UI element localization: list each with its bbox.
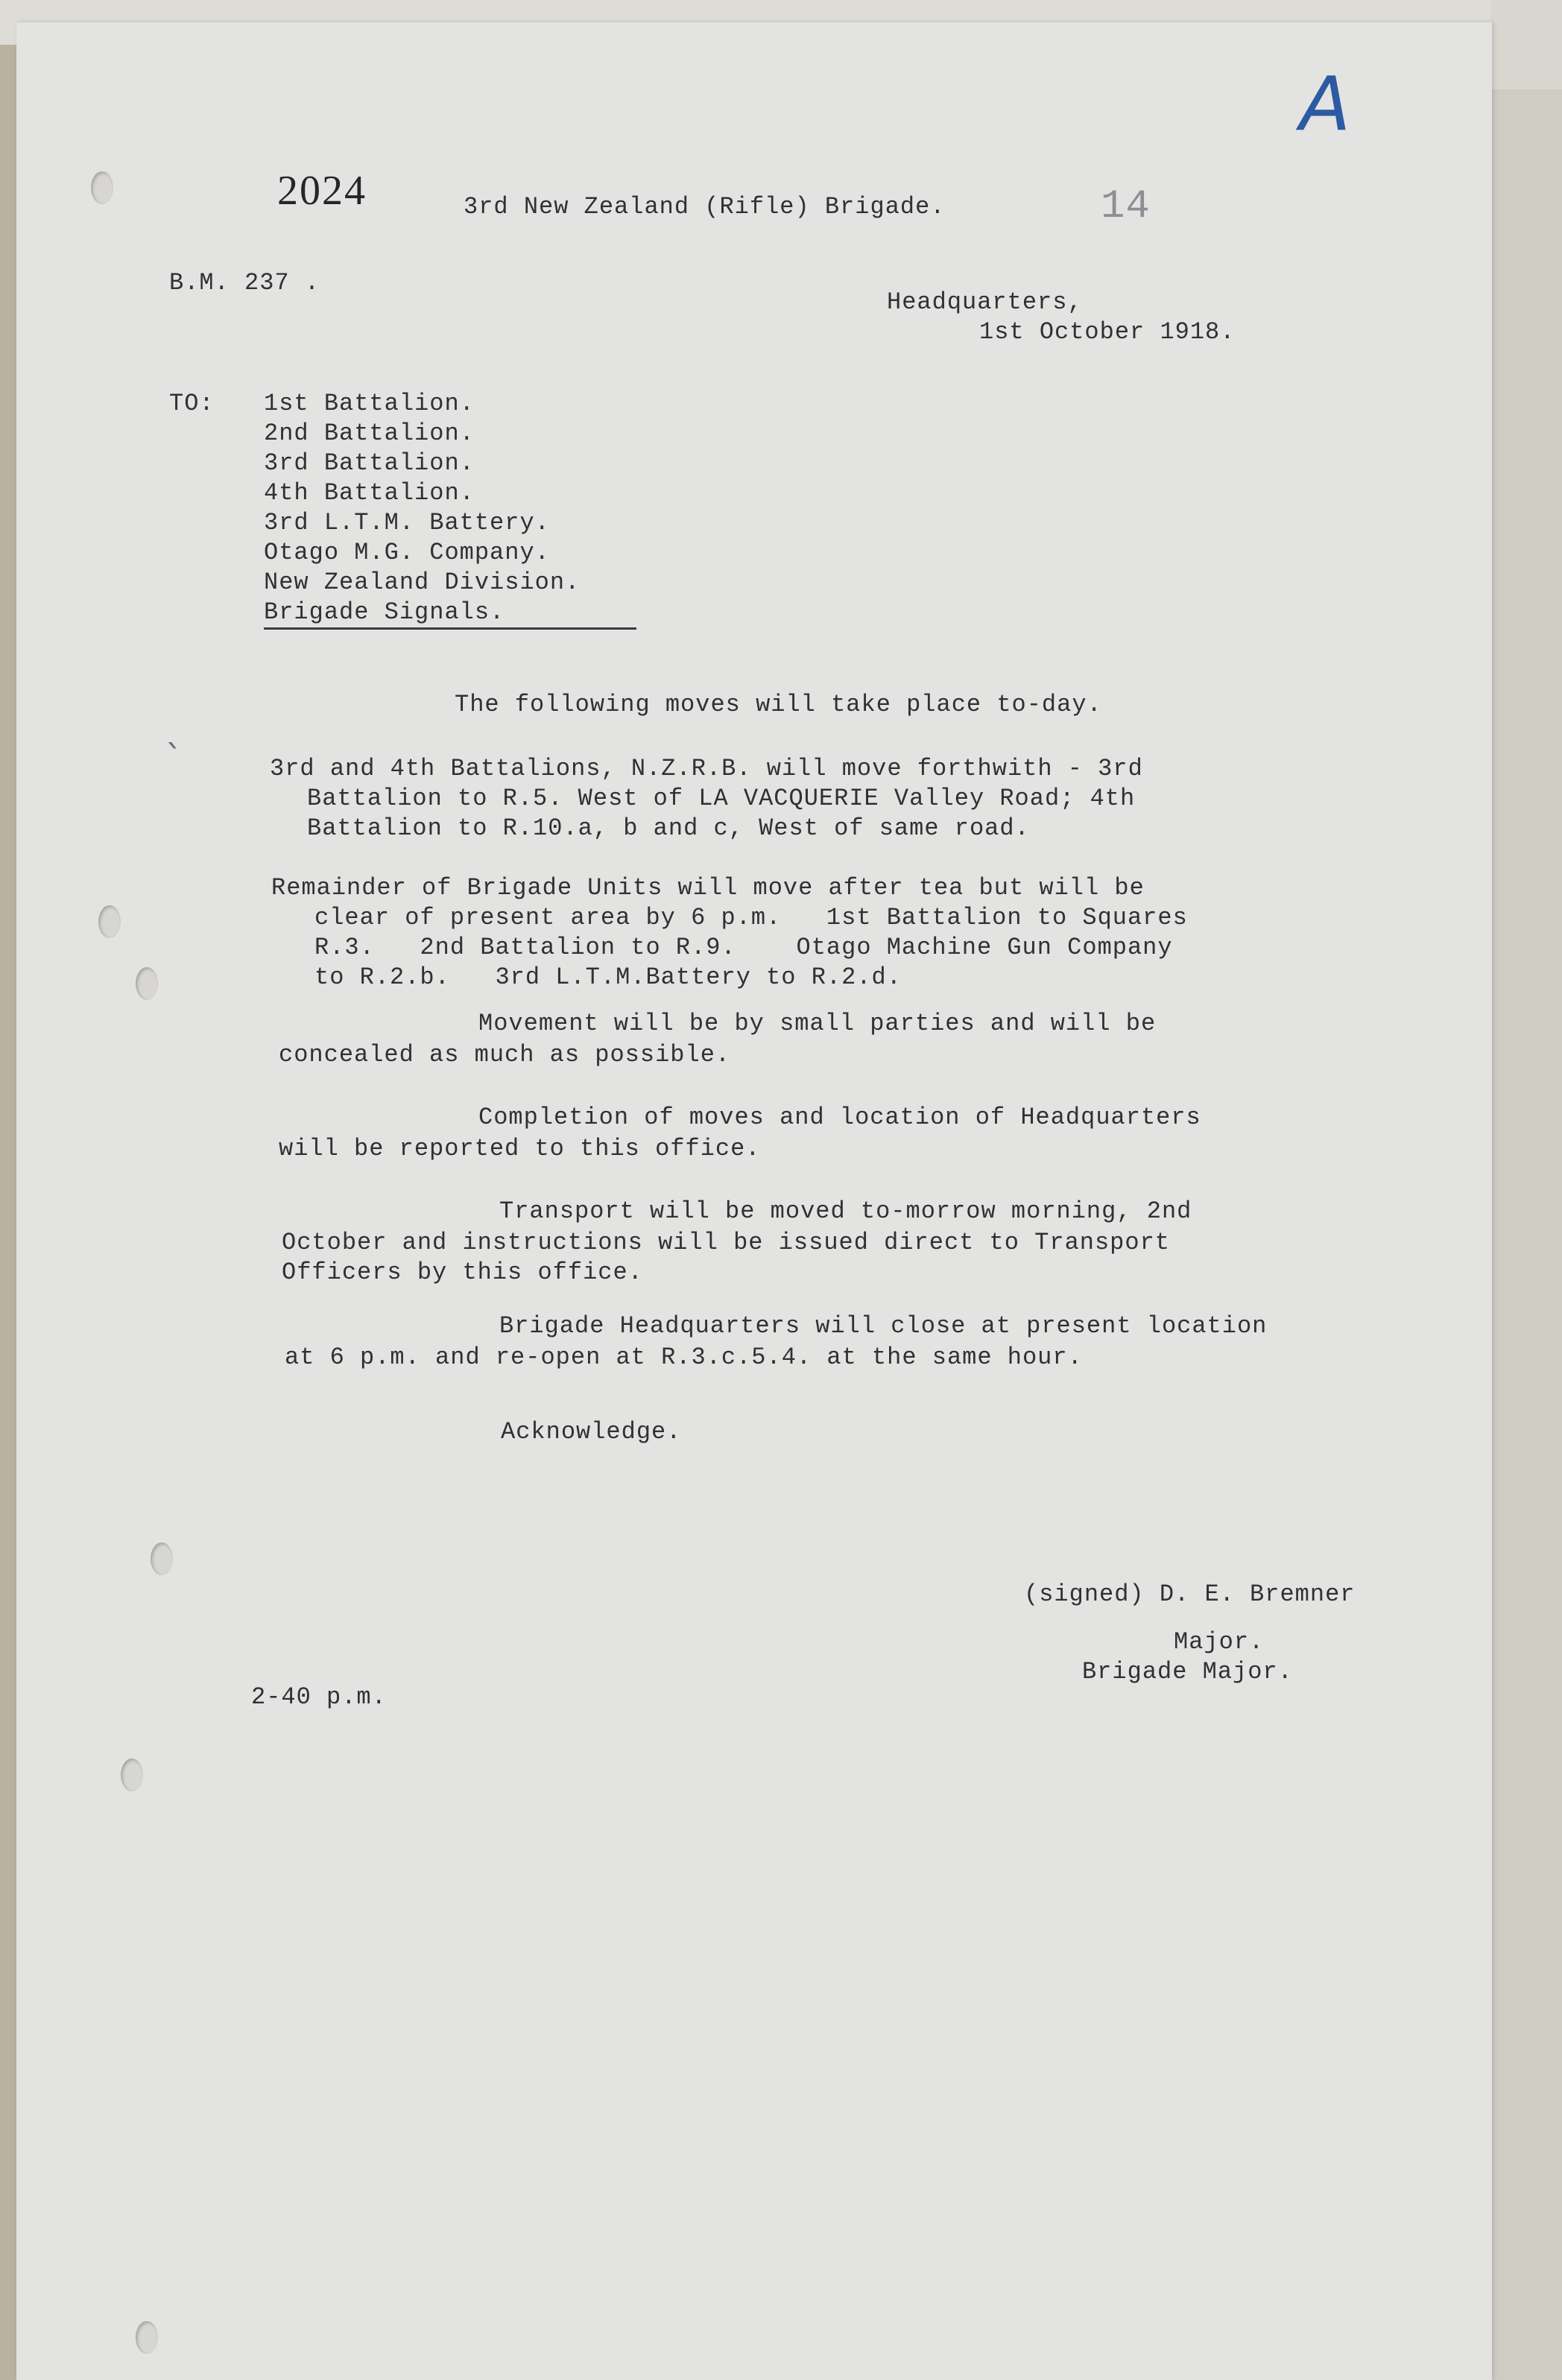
recipients-underline	[264, 627, 636, 630]
signatory-position: Brigade Major.	[1082, 1658, 1293, 1686]
punch-hole	[91, 171, 113, 204]
signatory-rank: Major.	[1174, 1628, 1265, 1656]
issue-time: 2-40 p.m.	[251, 1683, 387, 1711]
brigade-title: 3rd New Zealand (Rifle) Brigade.	[464, 193, 946, 221]
headquarters-label: Headquarters,	[887, 288, 1083, 316]
recipient: 3rd Battalion.	[264, 449, 475, 477]
recipient: 1st Battalion.	[264, 390, 475, 417]
punch-hole	[98, 905, 121, 938]
paragraph-4-line: Completion of moves and location of Headquarters	[478, 1104, 1201, 1131]
paragraph-5-line: October and instructions will be issued direct to Transport	[282, 1229, 1170, 1256]
paragraph-6-line: Brigade Headquarters will close at present location	[499, 1312, 1268, 1340]
document-number: 2024	[277, 168, 367, 214]
acknowledge-line: Acknowledge.	[501, 1418, 682, 1446]
paragraph-6-line: at 6 p.m. and re-open at R.3.c.5.4. at the same hour.	[285, 1344, 1083, 1371]
paragraph-1-line: Battalion to R.10.a, b and c, West of same road.	[307, 814, 1030, 842]
margin-tick-mark: `	[165, 738, 183, 778]
paragraph-5-line: Officers by this office.	[282, 1259, 643, 1286]
paragraph-1-line: Battalion to R.5. West of LA VACQUERIE Valley Road; 4th	[307, 785, 1136, 812]
paragraph-2-line: clear of present area by 6 p.m. 1st Battalion to Squares	[314, 904, 1188, 931]
punch-hole	[151, 1542, 173, 1575]
paragraph-2-line: Remainder of Brigade Units will move after tea but will be	[271, 874, 1145, 902]
annotation-letter: A	[1300, 60, 1352, 148]
punch-hole	[136, 2321, 158, 2354]
page-number: 14	[1101, 184, 1151, 230]
paragraph-3-line: concealed as much as possible.	[279, 1041, 731, 1069]
paragraph-5-line: Transport will be moved to-morrow morning, 2nd	[499, 1197, 1192, 1225]
reference-number: B.M. 237 .	[169, 269, 320, 297]
recipient: Otago M.G. Company.	[264, 539, 550, 566]
paragraph-2-line: R.3. 2nd Battalion to R.9. Otago Machine Gun Company	[314, 934, 1173, 961]
paragraph-1-line: 3rd and 4th Battalions, N.Z.R.B. will move forthwith - 3rd	[270, 755, 1143, 782]
letter-page	[16, 22, 1492, 2380]
recipient: 4th Battalion.	[264, 479, 475, 507]
paragraph-4-line: will be reported to this office.	[279, 1135, 761, 1162]
intro-line: The following moves will take place to-day.	[455, 691, 1102, 718]
punch-hole	[136, 967, 158, 1000]
to-label: TO:	[169, 390, 215, 417]
paragraph-2-line: to R.2.b. 3rd L.T.M.Battery to R.2.d.	[314, 963, 902, 991]
recipient: New Zealand Division.	[264, 569, 581, 596]
letter-date: 1st October 1918.	[979, 318, 1236, 346]
punch-hole	[121, 1759, 143, 1791]
recipient: 2nd Battalion.	[264, 420, 475, 447]
signature-line: (signed) D. E. Bremner	[1024, 1580, 1356, 1608]
recipient: 3rd L.T.M. Battery.	[264, 509, 550, 537]
recipient: Brigade Signals.	[264, 598, 505, 626]
paragraph-3-line: Movement will be by small parties and will be	[478, 1010, 1157, 1037]
